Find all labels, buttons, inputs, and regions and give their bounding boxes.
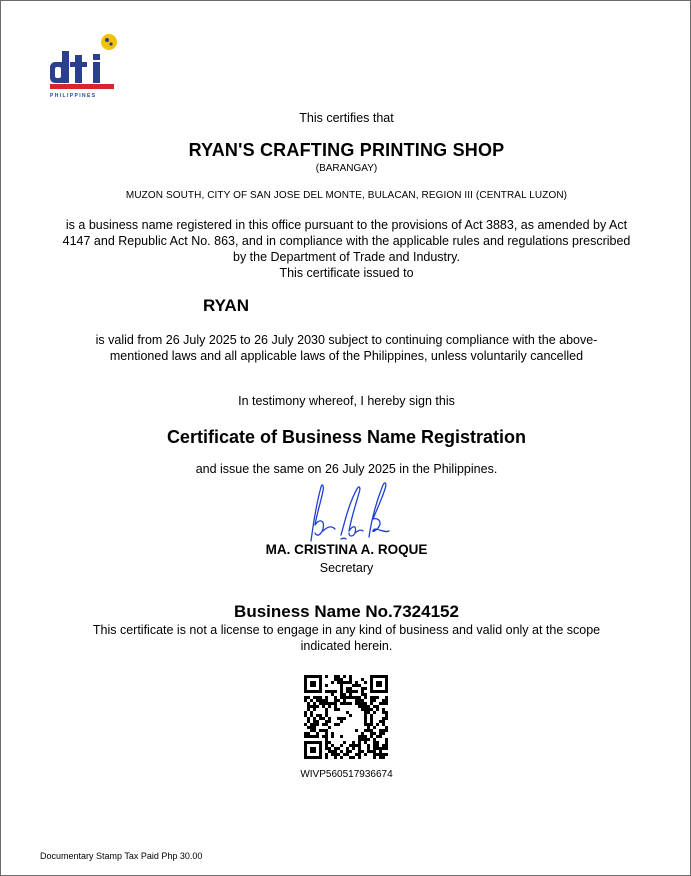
registration-statement bbox=[56, 217, 637, 281]
stamp-tax-note: Documentary Stamp Tax Paid Php 30.00 bbox=[40, 851, 203, 861]
business-name-number: Business Name No.7324152 bbox=[234, 602, 459, 621]
business-address: MUZON SOUTH, CITY OF SAN JOSE DEL MONTE, BULACAN, REGION III (CENTRAL LUZON) bbox=[125, 190, 568, 201]
validity-statement: is valid from 26 July 2025 to 26 July 2030 subject to continuing compliance with the above-mentioned laws and all applicable laws of the Philippines, unless voluntarily cancelled bbox=[95, 333, 598, 363]
signatory-name: MA. CRISTINA A. ROQUE bbox=[265, 542, 428, 557]
owner-name: RYAN bbox=[203, 296, 249, 315]
issue-statement: and issue the same on 26 July 2025 in the Philippines. bbox=[195, 462, 498, 476]
disclaimer-text: This certificate is not a license to engage in any kind of business and valid only at the scope indicated herein. bbox=[92, 623, 601, 653]
business-scope: (BARANGAY) bbox=[315, 163, 378, 174]
qr-code bbox=[304, 675, 388, 759]
issued-to-text: This certificate issued to bbox=[279, 266, 414, 280]
certifies-text: This certifies that bbox=[299, 111, 394, 125]
logo-subtitle: PHILIPPINES bbox=[50, 93, 97, 99]
secretary-signature bbox=[301, 479, 393, 545]
testimony-text: In testimony whereof, I hereby sign this bbox=[238, 394, 455, 408]
registration-text: is a business name registered in this office pursuant to the provisions of Act 3883, as amended by Act 4147 and Republic Act No. 863, and in compliance with the applicable rules and regulations prescribed by the Department of Trade and Industry. bbox=[62, 218, 631, 264]
qr-reference-code: WIVP560517936674 bbox=[300, 769, 393, 780]
business-name: RYAN'S CRAFTING PRINTING SHOP bbox=[188, 140, 505, 160]
signatory-title: Secretary bbox=[319, 561, 374, 575]
certificate-title: Certificate of Business Name Registration bbox=[166, 427, 527, 447]
